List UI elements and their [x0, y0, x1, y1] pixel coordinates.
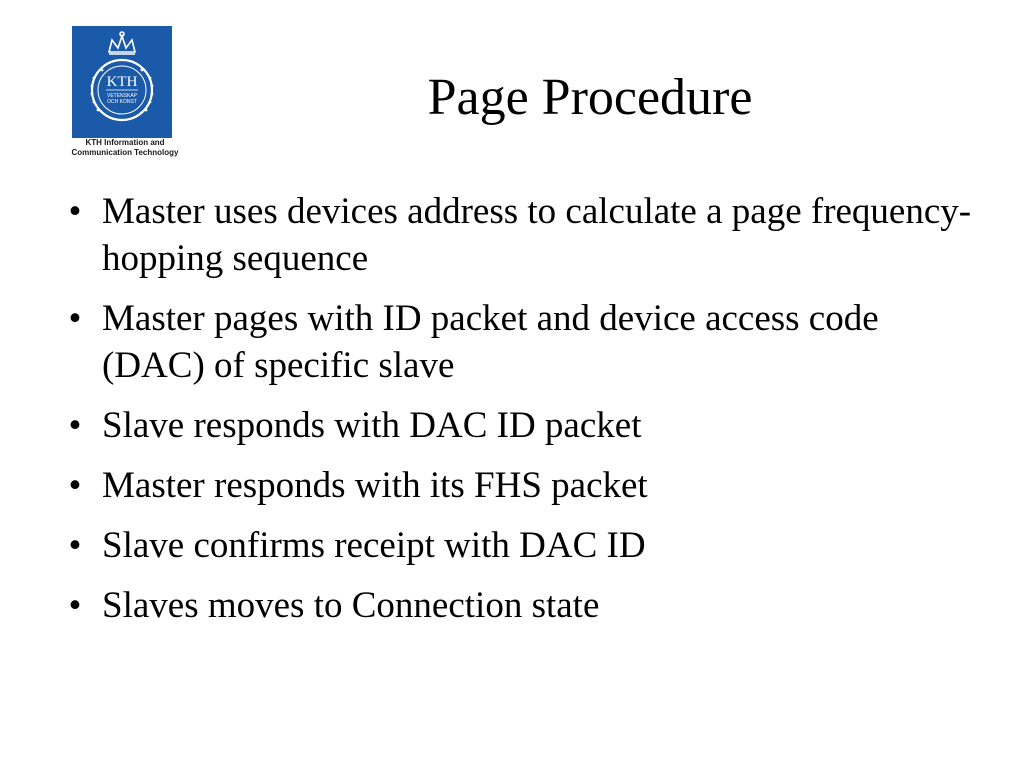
bullet-glyph: •	[68, 405, 82, 446]
logo-motto-line2: OCH KONST	[107, 99, 137, 105]
bullet-item	[60, 462, 980, 509]
logo-caption	[52, 138, 198, 158]
bullet-item	[60, 522, 980, 569]
bullet-glyph: •	[68, 298, 82, 339]
bullet-item	[60, 295, 980, 389]
logo-caption-line1: KTH Information and	[85, 138, 165, 147]
kth-logo	[48, 26, 198, 162]
bullet-glyph: •	[68, 191, 82, 232]
bullet-text: Master responds with its FHS packet	[102, 465, 648, 506]
bullet-glyph: •	[68, 585, 82, 626]
bullet-text: Slaves moves to Connection state	[102, 585, 600, 626]
slide-title: Page Procedure	[427, 69, 753, 126]
logo-caption-line2: Communication Technology	[71, 148, 179, 157]
bullet-list	[60, 188, 980, 642]
logo-motto-line1: VETENSKAP	[106, 93, 138, 99]
crown-seal-icon	[72, 26, 172, 138]
bullet-item	[60, 402, 980, 449]
kth-logo-emblem	[72, 26, 172, 138]
bullet-item	[60, 188, 980, 282]
bullet-glyph: •	[68, 465, 82, 506]
bullet-text: Slave confirms receipt with DAC ID	[102, 525, 646, 566]
logo-wordmark: KTH	[106, 74, 138, 90]
bullet-text: Master uses devices address to calculate a page frequency-hopping sequence	[102, 191, 972, 279]
bullet-text: Slave responds with DAC ID packet	[102, 405, 642, 446]
bullet-text: Master pages with ID packet and device access code (DAC) of specific slave	[102, 298, 879, 386]
bullet-glyph: •	[68, 525, 82, 566]
bullet-item	[60, 582, 980, 629]
